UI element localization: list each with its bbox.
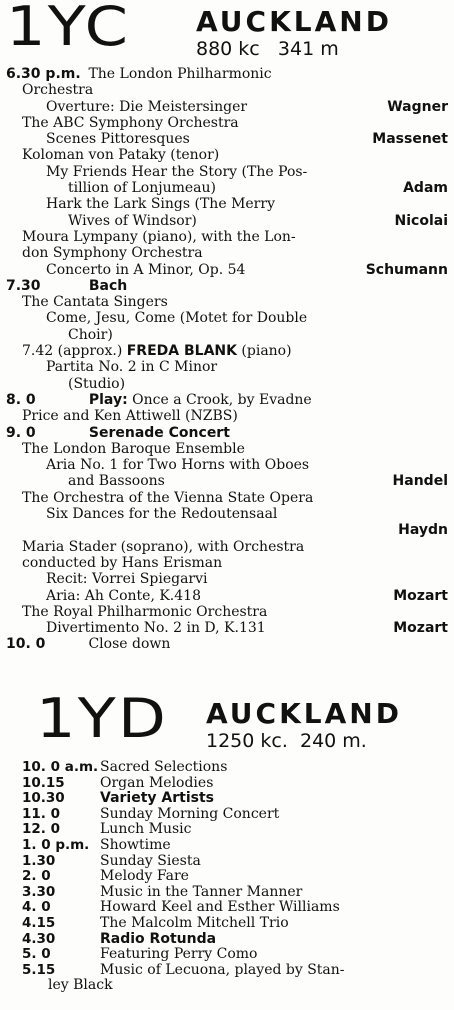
listing-line bbox=[0, 359, 454, 375]
listing-line bbox=[0, 131, 454, 147]
frequency: 880 kc bbox=[196, 38, 260, 60]
program-title: Sunday Morning Concert bbox=[100, 805, 280, 822]
time-slot: 6.30 p.m. bbox=[6, 66, 81, 82]
time-slot: 10. 0 bbox=[6, 636, 46, 653]
station-1yc-listing bbox=[0, 66, 454, 653]
listing-text: The Cantata Singers bbox=[22, 294, 168, 311]
listing-text: Choir) bbox=[68, 326, 113, 343]
listing-line bbox=[0, 604, 454, 620]
schedule-row bbox=[0, 807, 454, 823]
program-title: Bach bbox=[84, 277, 128, 294]
listing-line bbox=[0, 294, 454, 310]
listing-text: Aria No. 1 for Two Horns with Oboes bbox=[46, 457, 310, 474]
time-slot: 7.42 bbox=[22, 343, 54, 360]
composer-name: Wagner bbox=[387, 98, 448, 115]
program-title: Variety Artists bbox=[100, 790, 214, 807]
listing-line bbox=[0, 147, 454, 163]
listing-line bbox=[0, 327, 454, 343]
program-title: Howard Keel and Esther Williams bbox=[100, 899, 340, 916]
city-name: AUCKLAND bbox=[196, 5, 392, 38]
listing-line bbox=[0, 343, 454, 359]
schedule-row bbox=[0, 869, 454, 885]
program-title: Sacred Selections bbox=[100, 759, 228, 775]
time-slot: 2. 0 bbox=[22, 868, 51, 885]
listing-note: (approx.) bbox=[53, 343, 127, 360]
wavelength: 341 m bbox=[277, 38, 339, 60]
callsign: 1YC bbox=[6, 0, 131, 58]
program-title: Featuring Perry Como bbox=[100, 946, 258, 963]
program-title: Sunday Siesta bbox=[100, 852, 201, 869]
listing-text: Divertimento No. 2 in D, K.131 bbox=[46, 620, 266, 637]
listing-line bbox=[0, 213, 454, 229]
frequency-line bbox=[196, 40, 339, 59]
listing-text: and Bassoons bbox=[68, 473, 165, 490]
listing-text: tillion of Lonjumeau) bbox=[68, 180, 216, 197]
listing-text: Close down bbox=[84, 636, 171, 653]
schedule-row bbox=[0, 885, 454, 901]
listing-line bbox=[0, 245, 454, 261]
time-slot: 10. 0 a.m. bbox=[22, 759, 99, 775]
station-1yd-schedule bbox=[0, 760, 454, 994]
listing-line bbox=[0, 425, 454, 441]
listing-text: Koloman von Pataky (tenor) bbox=[22, 147, 220, 164]
program-title: FREDA BLANK bbox=[126, 343, 237, 360]
program-title: Melody Fare bbox=[100, 868, 189, 885]
listing-text: don Symphony Orchestra bbox=[22, 245, 203, 262]
schedule-row bbox=[0, 947, 454, 963]
listing-text: The London Baroque Ensemble bbox=[22, 440, 245, 457]
composer-name: Nicolai bbox=[394, 212, 448, 229]
schedule-row bbox=[0, 838, 454, 854]
time-slot: 4.15 bbox=[22, 914, 56, 931]
listing-text: Moura Lympany (piano), with the Lon- bbox=[22, 228, 296, 245]
listing-text: Orchestra bbox=[22, 82, 94, 99]
time-slot: 5.15 bbox=[22, 961, 56, 978]
schedule-row bbox=[0, 916, 454, 932]
time-slot: 4. 0 bbox=[22, 899, 51, 916]
time-slot: 10.30 bbox=[22, 790, 65, 807]
program-title: Music of Lecuona, played by Stan- bbox=[100, 961, 345, 978]
listing-text: conducted by Hans Erisman bbox=[22, 554, 223, 571]
schedule-row bbox=[0, 900, 454, 916]
time-slot: 7.30 bbox=[6, 277, 41, 294]
schedule-row bbox=[0, 791, 454, 807]
time-slot: 10.15 bbox=[22, 774, 65, 791]
listing-text: (piano) bbox=[236, 343, 292, 360]
composer-name: Schumann bbox=[365, 261, 448, 278]
frequency: 1250 kc. bbox=[206, 730, 288, 752]
station-header-1yd bbox=[0, 687, 454, 756]
listing-text: The London Philharmonic bbox=[84, 66, 272, 82]
listing-text: Scenes Pittoresques bbox=[46, 131, 190, 148]
listing-line bbox=[0, 310, 454, 326]
composer-name: Adam bbox=[403, 180, 448, 197]
listing-line bbox=[0, 473, 454, 489]
listing-text: Partita No. 2 in C Minor bbox=[46, 359, 218, 376]
program-title: Organ Melodies bbox=[100, 774, 214, 791]
program-title: Serenade Concert bbox=[84, 424, 230, 441]
listing-line bbox=[0, 196, 454, 212]
listing-line bbox=[0, 506, 454, 522]
schedule-row bbox=[0, 760, 454, 776]
composer-name: Handel bbox=[392, 473, 448, 490]
program-title: The Malcolm Mitchell Trio bbox=[100, 914, 289, 931]
program-title: Lunch Music bbox=[100, 821, 192, 838]
time-slot: 5. 0 bbox=[22, 946, 51, 963]
listing-line bbox=[0, 392, 454, 408]
listing-text: The Orchestra of the Vienna State Opera bbox=[22, 489, 314, 506]
listing-text: Six Dances for the Redoutensaal bbox=[46, 506, 278, 523]
program-title: Radio Rotunda bbox=[100, 930, 217, 947]
composer-name: Mozart bbox=[393, 620, 448, 637]
composer-name: Haydn bbox=[398, 522, 448, 539]
time-slot: 1. 0 p.m. bbox=[22, 836, 90, 853]
listing-line bbox=[0, 180, 454, 196]
listing-line bbox=[0, 278, 454, 294]
schedule-row bbox=[0, 978, 454, 994]
listing-text: Maria Stader (soprano), with Orchestra bbox=[22, 538, 305, 555]
time-slot: 12. 0 bbox=[22, 821, 61, 838]
frequency-line bbox=[206, 732, 367, 751]
listing-text: The ABC Symphony Orchestra bbox=[22, 114, 239, 131]
composer-name: Massenet bbox=[372, 131, 448, 148]
listing-text: Price and Ken Attiwell (NZBS) bbox=[22, 408, 238, 425]
listing-text: (Studio) bbox=[68, 375, 126, 392]
listing-line bbox=[0, 457, 454, 473]
schedule-row bbox=[0, 932, 454, 948]
listing-line bbox=[0, 539, 454, 555]
listing-line bbox=[0, 376, 454, 392]
program-title: Play: bbox=[84, 391, 128, 408]
listing-text: The Royal Philharmonic Orchestra bbox=[22, 603, 268, 620]
time-slot: 8. 0 bbox=[6, 391, 36, 408]
composer-name: Mozart bbox=[393, 587, 448, 604]
listing-line bbox=[0, 490, 454, 506]
listing-text: Hark the Lark Sings (The Merry bbox=[46, 196, 275, 213]
listing-line bbox=[0, 82, 454, 98]
city-name: AUCKLAND bbox=[206, 697, 402, 730]
schedule-row bbox=[0, 776, 454, 792]
listing-line bbox=[0, 164, 454, 180]
listing-line bbox=[0, 555, 454, 571]
listing-line bbox=[0, 588, 454, 604]
listing-line bbox=[0, 66, 454, 82]
listing-text: Come, Jesu, Come (Motet for Double bbox=[46, 310, 308, 327]
time-slot: 1.30 bbox=[22, 852, 56, 869]
callsign: 1YD bbox=[36, 687, 169, 750]
listing-text: Concerto in A Minor, Op. 54 bbox=[46, 261, 246, 278]
listing-line bbox=[0, 408, 454, 424]
listing-line bbox=[0, 636, 454, 652]
schedule-row bbox=[0, 854, 454, 870]
listing-text: Overture: Die Meistersinger bbox=[46, 98, 248, 115]
listing-text: Wives of Windsor) bbox=[68, 212, 197, 229]
listing-line bbox=[0, 262, 454, 278]
listing-line bbox=[0, 571, 454, 587]
time-slot: 4.30 bbox=[22, 930, 56, 947]
program-title: Showtime bbox=[100, 836, 171, 853]
listing-text: Aria: Ah Conte, K.418 bbox=[46, 587, 201, 604]
listing-line bbox=[0, 522, 454, 538]
listing-text: Once a Crook, by Evadne bbox=[127, 391, 312, 408]
time-slot: 3.30 bbox=[22, 883, 56, 900]
time-slot: 11. 0 bbox=[22, 805, 61, 822]
listing-line bbox=[0, 229, 454, 245]
listing-line bbox=[0, 441, 454, 457]
listing-line bbox=[0, 99, 454, 115]
listing-text: My Friends Hear the Story (The Pos- bbox=[46, 163, 308, 180]
listing-text: Recit: Vorrei Spiegarvi bbox=[46, 571, 208, 588]
listing-line bbox=[0, 620, 454, 636]
program-title: Music in the Tanner Manner bbox=[100, 883, 303, 900]
wavelength: 240 m. bbox=[299, 730, 367, 752]
program-title: ley Black bbox=[48, 977, 113, 994]
listing-line bbox=[0, 115, 454, 131]
time-slot: 9. 0 bbox=[6, 424, 36, 441]
schedule-row bbox=[0, 963, 454, 979]
schedule-row bbox=[0, 822, 454, 838]
station-header-1yc bbox=[0, 2, 454, 64]
